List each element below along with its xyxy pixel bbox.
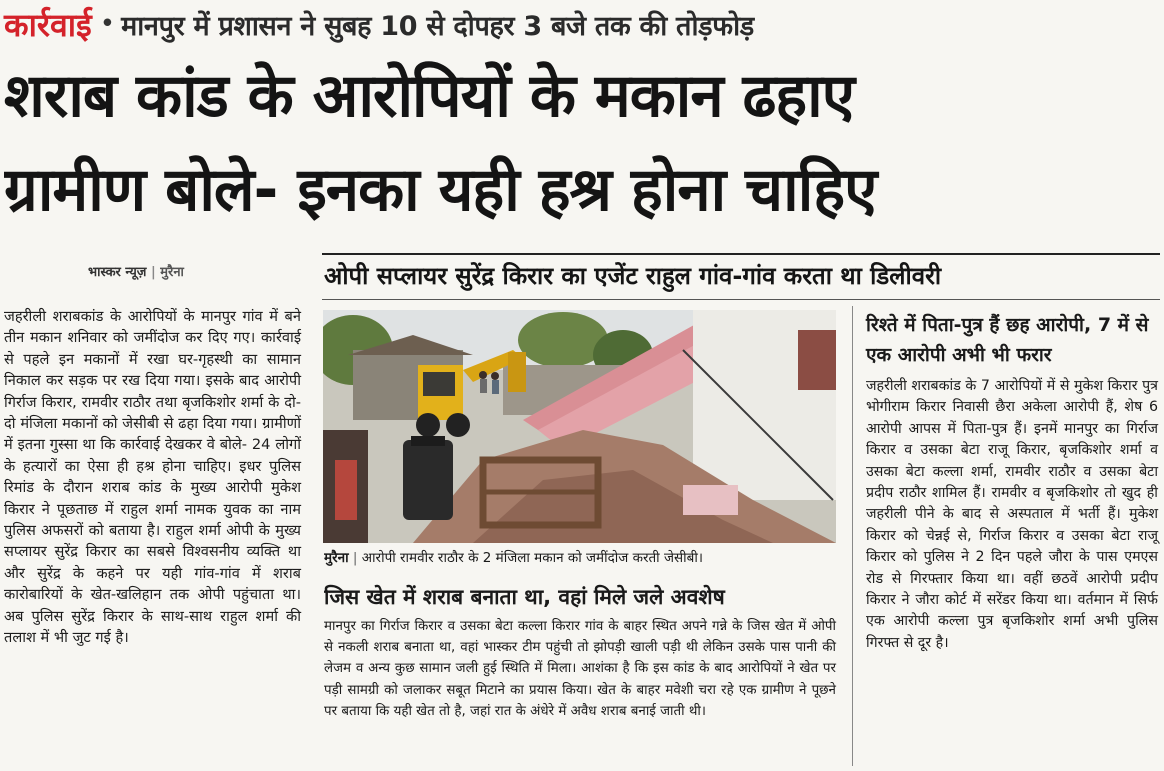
column-divider: [852, 306, 853, 766]
photo-caption-text: आरोपी रामवीर राठौर के 2 मंजिला मकान को जमींदोज करती जेसीबी।: [361, 550, 703, 566]
news-photo-demolition: [323, 310, 836, 543]
main-story-body: जहरीली शराबकांड के आरोपियों के मानपुर गांव में बने तीन मकान शनिवार को जमींदोज कर दिए गए। कार्रवाई से पहले इन मकानों में रखा घर-गृहस्थी का सामान निकाल कर सड़क पर रख दिया गया। इसके बाद आरोपी गिर्राज किरार, रामवीर राठौर तथा बृजकिशोर शर्मा के दो-दो मंजिला मकानों को जेसीबी से ढहा दिया गया। ग्रामीणों में इतना गुस्सा था कि कार्रवाई देखकर वे बोले- 24 लोगों के हत्यारों का ऐसा ही हश्र होना चाहिए। इधर पुलिस रिमांड के दौरान शराब कांड के मुख्य आरोपी मुकेश किरार ने पूछताछ में राहुल शर्मा नामक युवक का नाम पुलिस अफसरों को बताया है। राहुल शर्मा ओपी के मुख्य सप्लायर सुरेंद्र किरार का सबसे विश्वसनीय व्यक्ति था और सुरेंद्र के कहने पर यही गांव-गांव में शराब कारोबारियों के खेत-खलिहान तक ओपी पहुंचाता था। अब पुलिस सुरेंद्र किरार के साथ-साथ राहुल शर्मा की तलाश में भी जुट गई है।: [4, 308, 301, 647]
kicker-label: कार्रवाई: [4, 5, 92, 44]
side-story-body: जहरीली शराबकांड के 7 आरोपियों में से मुकेश किरार पुत्र भोगीराम किरार निवासी छैरा अकेला आरोपी हैं, शेष 6 आरोपी आपस में पिता-पुत्र हैं। इनमें मानपुर का गिर्राज किरार व उसका बेटा राजू किरार, बृजकिशोर शर्मा व उसका बेटा कल्ला शर्मा, रामवीर राठौर व उसका बेटा प्रदीप राठौर शामिल हैं। रामवीर व बृजकिशोर तो खुद ही जहरीली पीने के बाद से अस्पताल में भर्ती हैं। मुकेश किरार को चेन्नई से, गिर्राज किरार व उसका बेटा राजू किरार को पुलिस ने 2 दिन पहले जौरा के पास एमएस रोड से गिरफ्तार किया था। वहीं छठवें आरोपी प्रदीप किरार ने जौरा कोर्ट में सरेंडर किया था। वर्तमान में सिर्फ एक आरोपी कल्ला पुत्र बृजकिशोर शर्मा अभी पुलिस गिरफ्त से दूर है।: [866, 378, 1158, 651]
kicker-line: [4, 2, 754, 46]
field-story-title: जिस खेत में शराब बनाता था, वहां मिले जले अवशेष: [324, 585, 725, 609]
section-rule-mid: [322, 299, 1160, 300]
side-story-title: रिश्ते में पिता-पुत्र हैं छह आरोपी, 7 में से एक आरोपी अभी भी फरार: [866, 314, 1149, 366]
section-rule-top: [322, 253, 1160, 255]
sub-banner-headline: ओपी सप्लायर सुरेंद्र किरार का एजेंट राहुल गांव-गांव करता था डिलीवरी: [324, 262, 942, 290]
byline-city: मुरैना: [160, 265, 184, 280]
byline: भास्कर न्यूज़ | मुरैना: [88, 265, 184, 280]
kicker-subhead: मानपुर में प्रशासन ने सुबह 10 से दोपहर 3 बजे तक की तोड़फोड़: [121, 10, 754, 42]
photo-illustration: [323, 310, 836, 543]
byline-agency: भास्कर न्यूज़: [88, 265, 147, 280]
photo-caption-separator: |: [352, 550, 358, 566]
headline-line-1: शराब कांड के आरोपियों के मकान ढहाए: [4, 61, 854, 131]
kicker-bullet: •: [99, 9, 116, 39]
field-story-body: मानपुर का गिर्राज किरार व उसका बेटा कल्ला किरार गांव के बाहर स्थित अपने गन्ने के जिस खेत में ओपी से नकली शराब बनाता था, वहां भास्कर टीम पहुंची तो झोपड़ी खाली पड़ी थी लेकिन उसके पास पानी की लेजम व अन्य कुछ सामान जली हुई स्थिति में मिला। आशंका है कि इस कांड के बाद आरोपियों ने खेत पर पड़ी सामग्री को जलाकर सबूत मिटाने का प्रयास किया। खेत के बाहर मवेशी चरा रहे एक ग्रामीण ने पूछने पर बताया कि यही खेत तो है, जहां रात के अंधेरे में अवैध शराब बनाई जाती थी।: [324, 619, 836, 719]
photo-caption-place: मुरैना: [324, 550, 349, 566]
photo-caption: [324, 548, 836, 566]
headline-line-2: ग्रामीण बोले- इनका यही हश्र होना चाहिए: [4, 155, 877, 225]
